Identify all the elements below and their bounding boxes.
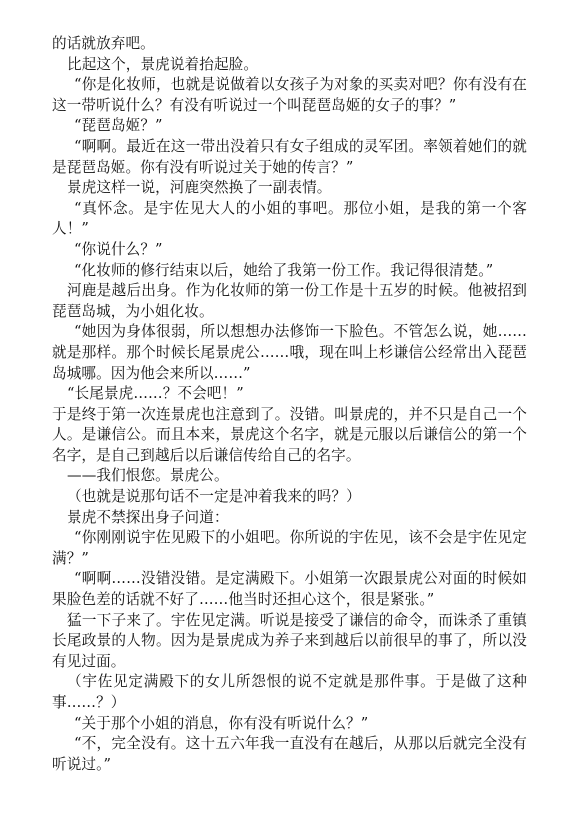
document-page: [52, 34, 527, 775]
paragraph: 的话就放弃吧。: [52, 35, 155, 52]
paragraph: “你是化妆师，也就是说做着以女孩子为对象的买卖对吧？你有没有在这一带听说什么？有没有听说过一个叫琵琶岛姬的女子的事？”: [52, 76, 527, 114]
paragraph: 于是终于第一次连景虎也注意到了。没错。叫景虎的，并不只是自己一个人。是谦信公。而且本来，景虎这个名字，就是元服以后谦信公的第一个名字，是自己到越后以后谦信传给自己的名字。: [52, 405, 527, 464]
paragraph: “真怀念。是宇佐见大人的小姐的事吧。那位小姐，是我的第一个客人！”: [52, 199, 527, 238]
paragraph: “不，完全没有。这十五六年我一直没有在越后，从那以后就完全没有听说过。”: [52, 735, 527, 773]
paragraph: “你刚刚说宇佐见殿下的小姐吧。你所说的宇佐见，该不会是宇佐见定满？”: [52, 529, 527, 567]
paragraph: “你说什么？”: [74, 240, 163, 258]
paragraph: “啊啊……没错没错。是定满殿下。小姐第一次跟景虎公对面的时候如果脸色差的话就不好了……他当时还担心这个，很是紧张。”: [52, 570, 527, 609]
paragraph: “琵琶岛姬？”: [74, 117, 163, 135]
paragraph: 河鹿是越后出身。作为化妆师的第一份工作是十五岁的时候。他被招到琵琶岛城，为小姐化妆。: [52, 282, 527, 320]
paragraph: 景虎不禁探出身子问道：: [67, 508, 229, 526]
paragraph: （也就是说那句话不一定是冲着我来的吗？）: [67, 488, 361, 506]
paragraph: “关于那个小姐的消息，你有没有听说什么？”: [74, 714, 369, 732]
paragraph: （宇佐见定满殿下的女儿所怨恨的说不定就是那件事。于是做了这种事……？）: [52, 673, 527, 711]
paragraph: “她因为身体很弱，所以想想办法修饰一下脸色。不管怎么说，她……就是那样。那个时候长尾景虎公……哦，现在叫上杉谦信公经常出入琵琶岛城哪。因为他会来所以……”: [52, 323, 527, 382]
paragraph: 猛一下子来了。宇佐见定满。听说是接受了谦信的命令，而诛杀了重镇长尾政景的人物。因为是景虎成为养子来到越后以前很早的事了，所以没有见过面。: [52, 611, 527, 670]
paragraph: “长尾景虎……？不会吧！”: [67, 385, 244, 403]
paragraph: “啊啊。最近在这一带出没着只有女子组成的灵军团。率领着她们的就是琵琶岛姬。你有没有听说过关于她的传言？”: [52, 137, 527, 176]
paragraph: “化妆师的修行结束以后，她给了我第一份工作。我记得很清楚。”: [74, 261, 494, 279]
paragraph: 景虎这样一说，河鹿突然换了一副表情。: [67, 179, 332, 197]
paragraph: ——我们恨您。景虎公。: [67, 467, 229, 485]
paragraph: 比起这个，景虎说着抬起脸。: [67, 55, 259, 73]
